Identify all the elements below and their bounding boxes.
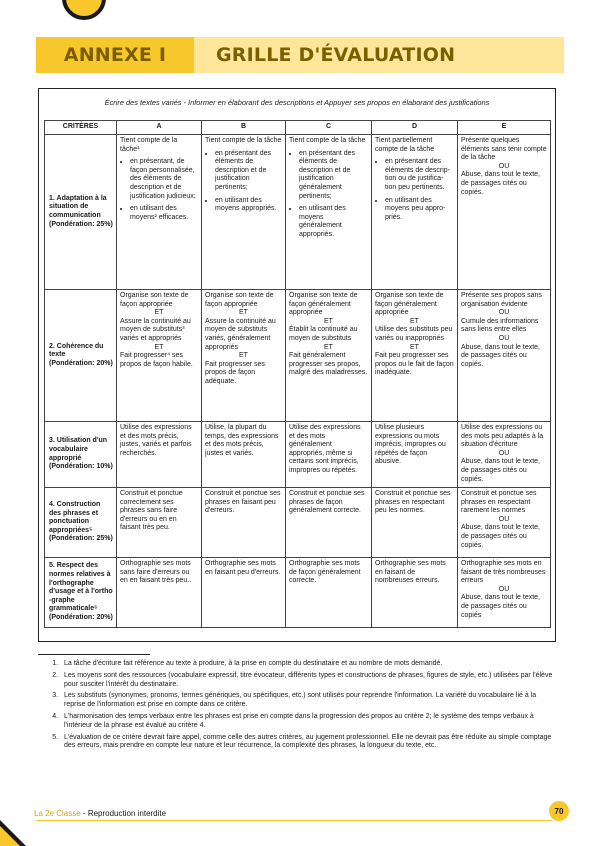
page-title-box	[194, 37, 564, 73]
header-b: B	[202, 121, 286, 135]
criterion-cell: 5. Respect des normes relatives à l'orthographe d'usage et à l'ortho -graphe grammaticale⁵ (Pondération: 20%)	[45, 558, 117, 628]
level-c-cell: Orthographie ses mots de façon généralement correcte.	[286, 558, 372, 628]
level-d-cell: Utilise plusieurs expressions ou mots imprécis, impropres ou répétés de façon abusive.	[372, 422, 458, 488]
criterion-cell: 3. Utilisation d'un vocabulaire approprié (Pondération: 10%)	[45, 422, 117, 488]
level-c-cell: Organise son texte de façon généralement appropriée ET Établit la continuité au moyen de substituts ET Fait généralement progresser ses propos, malgré des maladresses.	[286, 290, 372, 422]
level-d-cell: Orthographie ses mots en faisant de nombreuses erreurs.	[372, 558, 458, 628]
criterion-cell: 4. Construction des phrases et ponctuation appropriées⁵ (Pondération: 25%)	[45, 488, 117, 558]
footnotes-list	[38, 660, 556, 754]
corner-decoration-accent	[0, 826, 20, 846]
annexe-label: ANNEXE I	[63, 44, 167, 66]
level-b-cell: Utilise, la plupart du temps, des expressions et des mots précis, justes et variés.	[202, 422, 286, 488]
table-row	[45, 290, 551, 422]
level-c-cell: Utilise des expressions et des mots généralement appropriés, même si certains sont imprécis, impropres ou répétés.	[286, 422, 372, 488]
grid-subtitle: Écrire des textes variés - Informer en élaborant des descriptions et Appuyer ses propos en élaborant des justifications	[104, 98, 490, 107]
level-e-cell: Orthographie ses mots en faisant de très nombreuses erreurs OU Abuse, dans tout le texte, de passages cités ou copiés	[458, 558, 551, 628]
level-b-cell: Organise son texte de façon appropriée ET Assure la continuité au moyen de substituts variés, généralement appropriés ET Fait progresser ses propos de façon adéquate.	[202, 290, 286, 422]
header-d: D	[372, 121, 458, 135]
evaluation-grid-frame	[38, 88, 556, 642]
decorative-circle	[62, 0, 106, 20]
footnote-divider	[38, 654, 150, 655]
header-a: A	[117, 121, 202, 135]
level-a-cell: Construit et ponctue correctement ses phrases sans faire d'erreurs ou en en faisant très peu.	[117, 488, 202, 558]
footnote: 5. L'évaluation de ce critère devrait faire appel, comme celle des autres critères, au jugement professionnel. Elle ne devrait pas être réduite au simple comptage des erreurs, mais prendre en compte leur nature et leur récurrence, la complexité des phrases, la longueur du texte, etc.	[60, 734, 556, 752]
criterion-cell: 1. Adaptation à la situation de communication (Pondération: 25%)	[45, 135, 117, 290]
footnote: 1. La tâche d'écriture fait référence au texte à produire, à la prise en compte du destinataire et au nombre de mots demandé.	[60, 660, 556, 669]
level-c-cell: Construit et ponctue ses phrases de façon généralement correcte.	[286, 488, 372, 558]
level-a-cell: Utilise des expressions et des mots précis, justes, variés et parfois recherchés.	[117, 422, 202, 488]
footer-notice: - Reproduction interdite	[80, 809, 167, 818]
page-title: GRILLE D'ÉVALUATION	[216, 44, 456, 66]
footer-divider	[36, 820, 552, 821]
level-b-cell: Tient compte de la tâche • en présentant des éléments de description et de justification pertinents; • en utilisant des moyens appropriés.	[202, 135, 286, 290]
footnote: 4. L'harmonisation des temps verbaux entre les phrases est prise en compte dans la progression des propos au critère 2; le système des temps verbaux à l'intérieur de la phrase est évalué au critère 4.	[60, 713, 556, 731]
footnote: 3. Les substituts (synonymes, pronoms, termes génériques, ou spécifiques, etc.) sont utilisés pour reprendre l'information. La variété du vocabulaire lié à la reprise de l'information est prise en compte dans ce critère.	[60, 692, 556, 710]
footer-brand: La 2e Classe	[34, 809, 81, 818]
level-c-cell: Tient compte de la tâche • en présentant des éléments de description et de justification généralement pertinents; • en utilisant des moyens généralement appropriés.	[286, 135, 372, 290]
level-e-cell: Construit et ponctue ses phrases en respectant rarement les normes OU Abuse, dans tout le texte, de passages cités ou copiés.	[458, 488, 551, 558]
level-e-cell: Présente ses propos sans organisation évidente OU Cumule des informations sans liens entre elles OU Abuse, dans tout le texte, de passages cités ou copiés.	[458, 290, 551, 422]
header-criteres: CRITÈRES	[45, 121, 117, 135]
level-a-cell: Tient compte de la tâche¹ • en présentant, de façon personnalisée, des éléments de description et de justification judicieux; • en utilisant des moyens² efficaces.	[117, 135, 202, 290]
page-number: 70	[549, 801, 569, 821]
table-row	[45, 135, 551, 290]
level-b-cell: Orthographie ses mots en faisant peu d'erreurs.	[202, 558, 286, 628]
annexe-label-box	[36, 37, 194, 73]
header-e: E	[458, 121, 551, 135]
footer-copyright	[34, 809, 166, 818]
header-banner	[36, 37, 564, 73]
table-row	[45, 422, 551, 488]
table-row	[45, 558, 551, 628]
table-row	[45, 488, 551, 558]
level-a-cell: Orthographie ses mots sans faire d'erreurs ou en en faisant très peu..	[117, 558, 202, 628]
evaluation-table	[44, 120, 551, 628]
level-d-cell: Tient partiellement compte de la tâche • en présentant des éléments de descrip-tion ou de justifica-tion peu pertinents. • en utilisant des moyens peu appro-priés.	[372, 135, 458, 290]
level-a-cell: Organise son texte de façon appropriée ET Assure la continuité au moyen de substituts³ variés et appropriés ET Fait progresser⁴ ses propos de façon habile.	[117, 290, 202, 422]
header-c: C	[286, 121, 372, 135]
level-d-cell: Construit et ponctue ses phrases en respectant peu les normes.	[372, 488, 458, 558]
table-header-row	[45, 121, 551, 135]
level-e-cell: Utilise des expressions ou des mots peu adaptés à la situation d'écriture OU Abuse, dans tout le texte, de passages cités ou copiés.	[458, 422, 551, 488]
criterion-cell: 2. Cohérence du texte (Pondération: 20%)	[45, 290, 117, 422]
level-b-cell: Construit et ponctue ses phrases en faisant peu d'erreurs.	[202, 488, 286, 558]
level-d-cell: Organise son texte de façon généralement appropriée ET Utilise des substituts peu variés ou inappropriés ET Fait peu progresser ses propos ou le fait de façon inadéquate.	[372, 290, 458, 422]
level-e-cell: Présente quelques éléments sans tenir compte de la tâche OU Abuse, dans tout le texte, de passages cités ou copiés.	[458, 135, 551, 290]
footnote: 2. Les moyens sont des ressources (vocabulaire expressif, titre évocateur, différents types et constructions de phrases, figures de style, etc.) utilisées par l'élève pour susciter l'intérêt du destinataire.	[60, 672, 556, 690]
